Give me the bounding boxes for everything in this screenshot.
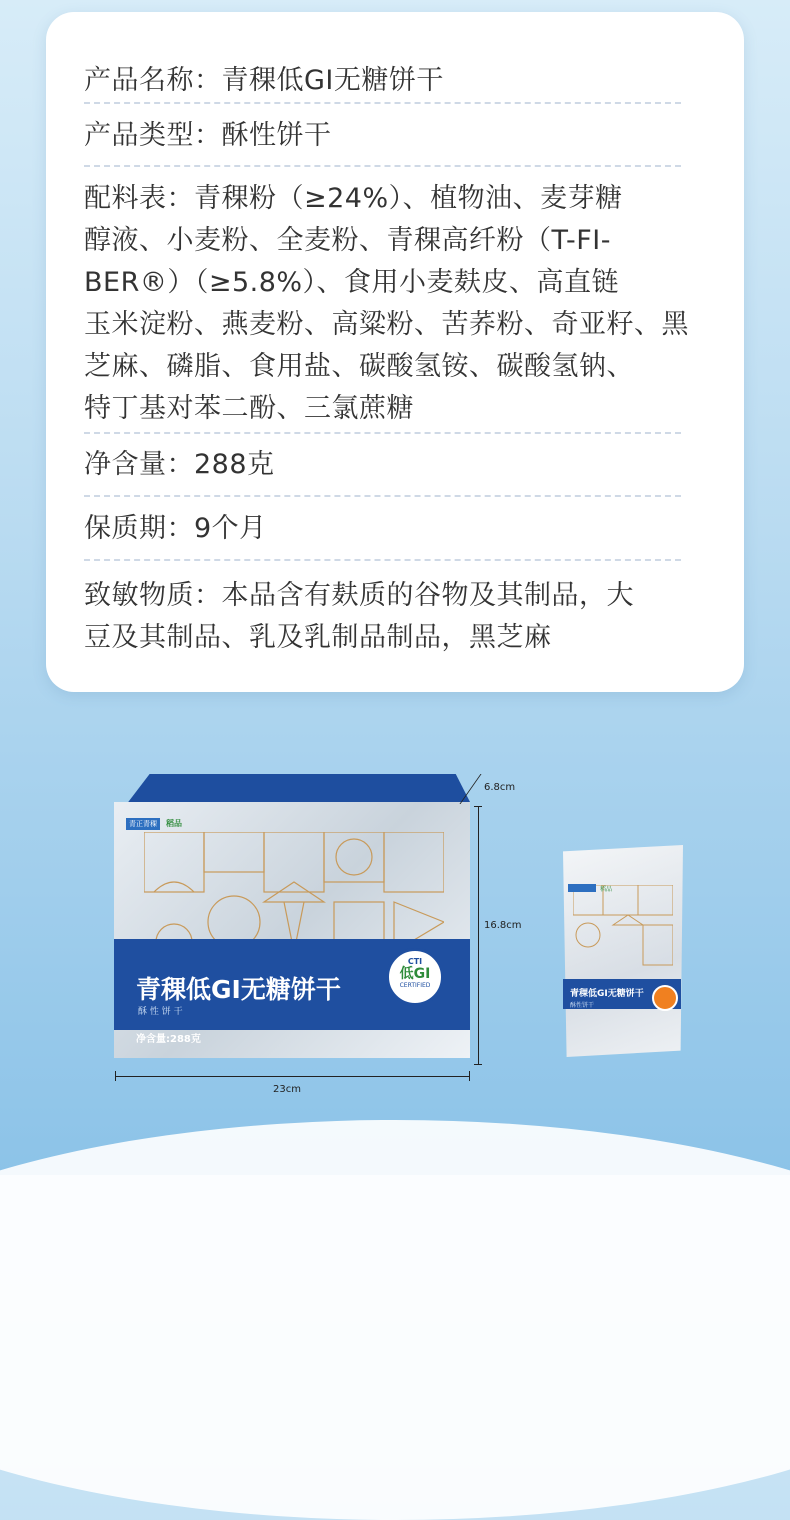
allergen-line: 致敏物质：本品含有麸质的谷物及其制品，大 — [84, 580, 634, 611]
ingredients — [84, 178, 706, 430]
shelf-life: 保质期：9个月 — [84, 513, 267, 544]
width-label: 23cm — [273, 1084, 301, 1095]
ingredients-line: 配料表：青稞粉（≥24%）、植物油、麦芽糖 — [84, 183, 623, 214]
pouch-brand-logo — [568, 884, 596, 892]
divider — [84, 102, 681, 104]
box-lid — [114, 774, 470, 802]
cti-low-gi-badge — [386, 948, 444, 1006]
divider — [84, 165, 681, 167]
allergen-line: 豆及其制品、乳及乳制品制品，黑芝麻 — [84, 622, 552, 653]
product-pouch-image — [563, 845, 683, 1057]
box-product-subtitle: 酥 性 饼 干 — [138, 1007, 183, 1017]
width-dimension-line — [115, 1076, 470, 1077]
divider — [84, 432, 681, 434]
product-type: 产品类型：酥性饼干 — [84, 120, 332, 151]
ingredients-line: 玉米淀粉、燕麦粉、高粱粉、苦荞粉、奇亚籽、黑 — [84, 309, 689, 340]
dimension-tick — [115, 1071, 116, 1081]
product-name: 产品名称：青稞低GI无糖饼干 — [84, 65, 444, 96]
product-box-image — [114, 774, 470, 1058]
product-info-card — [46, 12, 744, 692]
height-dimension-line — [478, 806, 479, 1064]
dimension-tick — [474, 806, 482, 807]
ingredients-line: 醇液、小麦粉、全麦粉、青稞高纤粉（T-FI- — [84, 225, 611, 256]
dimension-tick — [474, 1064, 482, 1065]
divider — [84, 559, 681, 561]
depth-label: 6.8cm — [484, 782, 516, 793]
ingredients-line: 特丁基对苯二酚、三氯蔗糖 — [84, 393, 414, 424]
brand-logo: 青正青稞 — [126, 818, 160, 830]
height-label: 16.8cm — [484, 920, 522, 931]
divider — [84, 495, 681, 497]
pouch-pattern — [573, 885, 673, 975]
ingredients-line: BER®）（≥5.8%）、食用小麦麸皮、高直链 — [84, 267, 620, 298]
net-content: 净含量：288克 — [84, 449, 275, 480]
badge-bottom-text: CERTIFIED — [399, 982, 431, 989]
pouch-product-title: 青稞低GI无糖饼干 — [570, 989, 644, 999]
badge-mid-text: 低GI — [399, 966, 431, 982]
pouch-badge — [652, 985, 678, 1011]
ingredients-line: 芝麻、磷脂、食用盐、碳酸氢铵、碳酸氢钠、 — [84, 351, 634, 382]
box-net-weight: 净含量:288克 — [136, 1034, 201, 1045]
box-product-title: 青稞低GI无糖饼干 — [136, 975, 341, 1004]
pouch-brand-logo-secondary: 稻品 — [600, 886, 613, 893]
allergen-info — [84, 575, 706, 659]
pouch-product-subtitle: 酥性饼干 — [570, 1002, 595, 1009]
brand-logo-secondary: 稻品 — [166, 819, 182, 828]
dimension-tick — [469, 1071, 470, 1081]
badge-top-text: CTI — [407, 957, 423, 966]
background-curve — [0, 1120, 790, 1520]
